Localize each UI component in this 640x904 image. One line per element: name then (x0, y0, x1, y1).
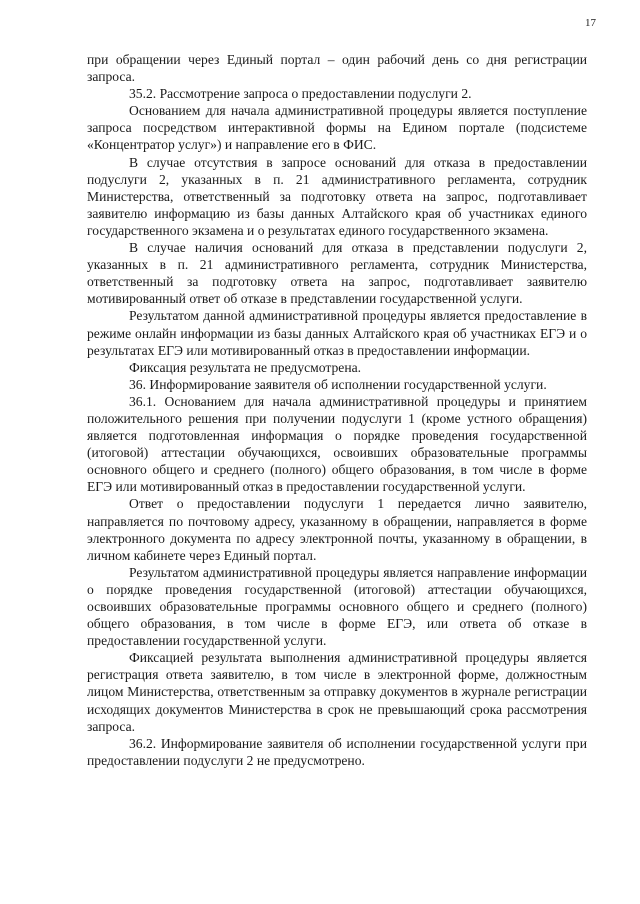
paragraph: В случае наличия оснований для отказа в представлении подуслуги 2, указанных в п. 21 административного регламента, сотрудник Министерства, ответственный за подготовку ответа на запрос, подготавливает заявителю мотивированный ответ об отказе в представлении государственной услуги. (87, 240, 587, 307)
document-body (87, 51, 587, 769)
paragraph: Ответ о предоставлении подуслуги 1 передается лично заявителю, направляется по почтовому адресу, указанному в обращении, направляется в форме электронного документа по адресу электронной почты, указанному в обращении, в личном кабинете через Единый портал. (87, 496, 587, 563)
paragraph: Фиксация результата не предусмотрена. (129, 359, 362, 375)
paragraph: В случае отсутствия в запросе оснований для отказа в предоставлении подуслуги 2, указанных в п. 21 административного регламента, сотрудник Министерства, ответственный за подготовку ответа на запрос, подготавливает заявителю информацию из базы данных Алтайского края об участниках единого государственного экзамена и о результатах единого государственного экзамена. (87, 154, 587, 238)
paragraph: Основанием для начала административной процедуры является поступление запроса посредством интерактивной формы на Едином портале (подсистеме «Концентратор услуг») и направление его в ФИС. (87, 103, 587, 153)
paragraph: Результатом данной административной процедуры является предоставление в режиме онлайн информации из базы данных Алтайского края об участниках ЕГЭ и о результатах ЕГЭ или мотивированный отказ в предоставлении информации. (87, 308, 587, 358)
section-heading: 36. Информирование заявителя об исполнении государственной услуги. (129, 376, 547, 392)
paragraph: при обращении через Единый портал – один рабочий день со дня регистрации запроса. (87, 52, 587, 85)
page-number: 17 (585, 17, 596, 29)
paragraph: 36.1. Основанием для начала административной процедуры и принятием положительного решения при получении подуслуги 1 (кроме устного обращения) является подготовленная информация о порядке проведения государственной (итоговой) аттестации обучающихся, освоивших образовательные программы основного общего и среднего (полного) общего образования, в том числе в форме ЕГЭ или мотивированный отказ в предоставлении государственной услуги. (87, 393, 587, 495)
paragraph: Фиксацией результата выполнения административной процедуры является регистрация ответа заявителю, в том числе в электронной форме, должностным лицом Министерства, ответственным за отправку документов в журнале регистрации исходящих документов Министерства в срок не превышающий срока рассмотрения запроса. (87, 650, 587, 734)
paragraph: Результатом административной процедуры является направление информации о порядке проведения государственной (итоговой) аттестации обучающихся, освоивших образовательные программы основного общего и среднего (полного) общего образования, в том числе в форме ЕГЭ, или ответа об отказе в предоставлении государственной услуги. (87, 564, 587, 649)
paragraph: 36.2. Информирование заявителя об исполнении государственной услуги при предоставлении подуслуги 2 не предусмотрено. (87, 735, 587, 768)
paragraph: 35.2. Рассмотрение запроса о предоставлении подуслуги 2. (129, 86, 472, 102)
